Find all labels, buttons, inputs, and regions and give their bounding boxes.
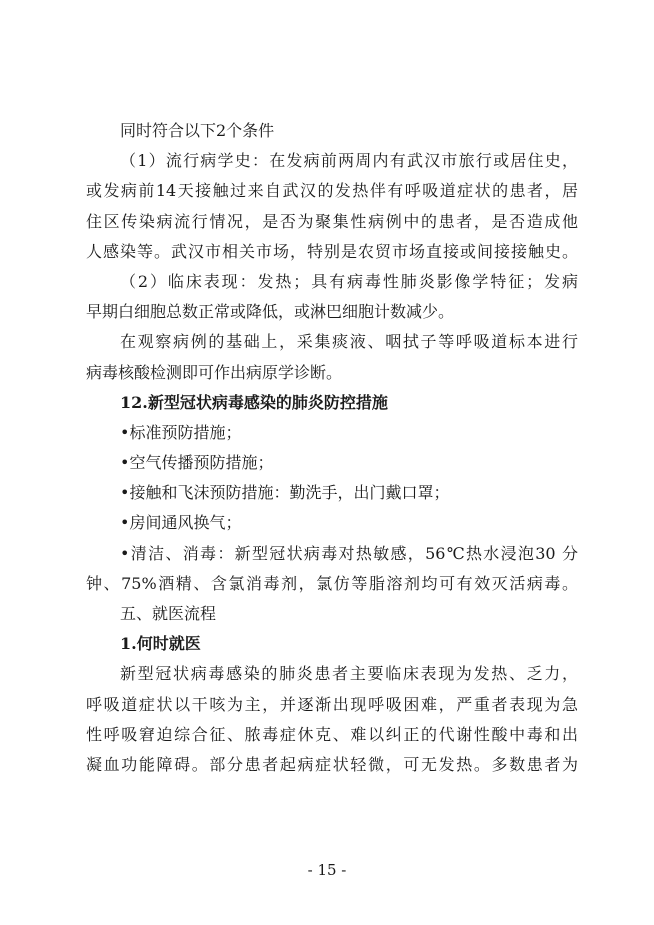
text-line: 凝血功能障碍。部分患者起病症状轻微，可无发热。多数患者为 <box>86 754 578 774</box>
text-line: 新型冠状病毒感染的肺炎患者主要临床表现为发热、乏力， <box>120 664 578 684</box>
text-line: 呼吸道症状以干咳为主，并逐渐出现呼吸困难，严重者表现为急 <box>86 694 578 714</box>
text-line: 早期白细胞总数正常或降低，或淋巴细胞计数减少。 <box>86 302 455 322</box>
text-line: •房间通风换气； <box>120 513 242 533</box>
section-heading: 12.新型冠状病毒感染的肺炎防控措施 <box>120 392 388 412</box>
text-line: 钟、75%酒精、含氯消毒剂，氯仿等脂溶剂均可有效灭活病毒。 <box>86 573 578 593</box>
text-line: 住区传染病流行情况，是否为聚集性病例中的患者，是否造成他 <box>86 211 578 231</box>
text-line: 在观察病例的基础上，采集痰液、咽拭子等呼吸道标本进行 <box>120 332 578 352</box>
text-line: •接触和飞沫预防措施：勤洗手，出门戴口罩； <box>120 483 450 503</box>
section-heading: 1.何时就医 <box>120 634 201 654</box>
text-line: （1）流行病学史：在发病前两周内有武汉市旅行或居住史， <box>120 151 578 171</box>
page-number: - 15 - <box>307 861 347 879</box>
text-line: 性呼吸窘迫综合征、脓毒症休克、难以纠正的代谢性酸中毒和出 <box>86 724 578 744</box>
text-line: 五、就医流程 <box>120 604 217 623</box>
text-line: 同时符合以下2个条件 <box>120 121 275 140</box>
text-line: •清洁、消毒：新型冠状病毒对热敏感，56℃热水浸泡30 分 <box>120 543 578 563</box>
text-line: •标准预防措施； <box>120 422 242 442</box>
text-line: 或发病前14天接触过来自武汉的发热伴有呼吸道症状的患者，居 <box>86 181 578 201</box>
text-line: 病毒核酸检测即可作出病原学诊断。 <box>86 362 343 382</box>
text-line: •空气传播预防措施； <box>120 453 274 473</box>
document-body <box>86 116 578 780</box>
text-line: （2）临床表现：发热；具有病毒性肺炎影像学特征；发病 <box>120 271 578 291</box>
text-line: 人感染等。武汉市相关市场，特别是农贸市场直接或间接接触史。 <box>86 241 578 261</box>
